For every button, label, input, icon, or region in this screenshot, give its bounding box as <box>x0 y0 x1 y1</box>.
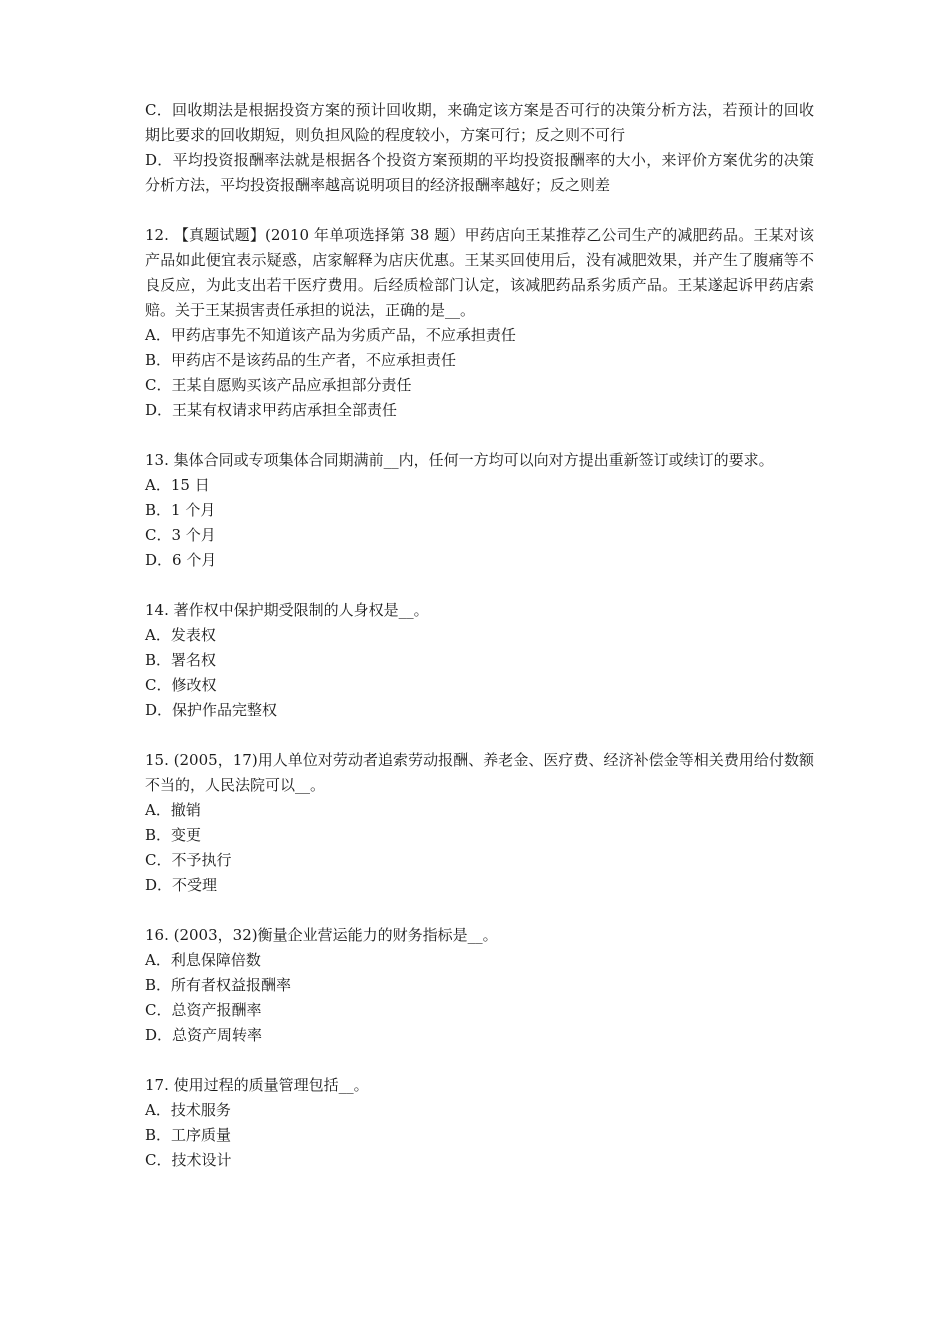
question-16 <box>145 923 814 1048</box>
question-15 <box>145 748 814 898</box>
option-c: C．不予执行 <box>145 851 232 869</box>
option-c: C．王某自愿购买该产品应承担部分责任 <box>145 376 412 394</box>
option-d: D．保护作品完整权 <box>145 701 278 719</box>
option-a: A．撤销 <box>145 801 201 819</box>
option-a: A．技术服务 <box>145 1101 231 1119</box>
option-b: B．变更 <box>145 826 202 844</box>
option-c: C．总资产报酬率 <box>145 1001 262 1019</box>
option-b: B．署名权 <box>145 651 217 669</box>
question-stem: 16. (2003，32)衡量企业营运能力的财务指标是__。 <box>145 926 498 944</box>
continuation-options <box>145 98 814 198</box>
option-b: B．1 个月 <box>145 501 216 519</box>
option-d: D．王某有权请求甲药店承担全部责任 <box>145 401 398 419</box>
question-stem: 13. 集体合同或专项集体合同期满前__内，任何一方均可以向对方提出重新签订或续订的要求。 <box>145 451 774 469</box>
option-a: A．甲药店事先不知道该产品为劣质产品，不应承担责任 <box>145 326 516 344</box>
option-b: B．工序质量 <box>145 1126 232 1144</box>
question-13 <box>145 448 814 573</box>
option-c: C．3 个月 <box>145 526 216 544</box>
option-d: D．不受理 <box>145 876 218 894</box>
question-stem: 15. (2005，17)用人单位对劳动者追索劳动报酬、养老金、医疗费、经济补偿金等相关费用给付数额不当的，人民法院可以__。 <box>145 751 814 794</box>
question-12 <box>145 223 814 423</box>
question-stem: 17. 使用过程的质量管理包括__。 <box>145 1076 369 1094</box>
option-c-continued: C．回收期法是根据投资方案的预计回收期，来确定该方案是否可行的决策分析方法，若预计的回收期比要求的回收期短，则负担风险的程度较小，方案可行；反之则不可行 <box>145 101 814 144</box>
question-stem: 12. 【真题试题】(2010 年单项选择第 38 题）甲药店向王某推荐乙公司生产的减肥药品。王某对该产品如此便宜表示疑惑，店家解释为店庆优惠。王某买回使用后，没有减肥效果，并产生了腹痛等不良反应，为此支出若干医疗费用。后经质检部门认定，该减肥药品系劣质产品。王某遂起诉甲药店索赔。关于王某损害责任承担的说法，正确的是__。 <box>145 226 814 319</box>
question-stem: 14. 著作权中保护期受限制的人身权是__。 <box>145 601 429 619</box>
option-c: C．修改权 <box>145 676 217 694</box>
option-d-continued: D．平均投资报酬率法就是根据各个投资方案预期的平均投资报酬率的大小，来评价方案优劣的决策分析方法，平均投资报酬率越高说明项目的经济报酬率越好；反之则差 <box>145 151 814 194</box>
option-d: D．6 个月 <box>145 551 217 569</box>
question-17 <box>145 1073 814 1173</box>
option-d: D．总资产周转率 <box>145 1026 263 1044</box>
option-b: B．所有者权益报酬率 <box>145 976 292 994</box>
option-a: A．利息保障倍数 <box>145 951 261 969</box>
option-a: A．15 日 <box>145 476 210 494</box>
option-b: B．甲药店不是该药品的生产者，不应承担责任 <box>145 351 457 369</box>
option-c: C．技术设计 <box>145 1151 232 1169</box>
option-a: A．发表权 <box>145 626 216 644</box>
question-14 <box>145 598 814 723</box>
